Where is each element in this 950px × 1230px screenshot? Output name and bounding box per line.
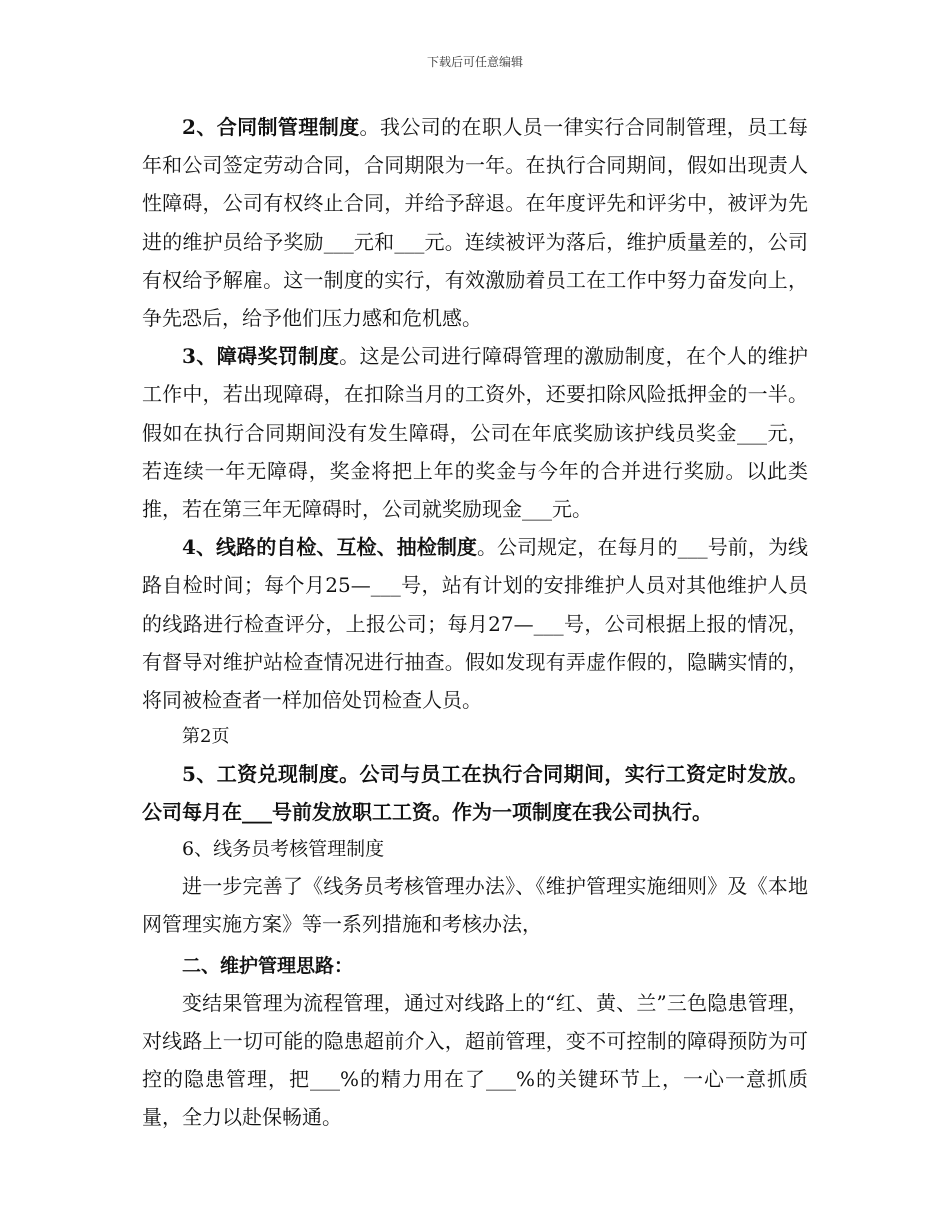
document-body [142, 108, 808, 1136]
paragraph-text: 。公司规定，在每月的___号前，为线路自检时间；每个月25—___号，站有计划的安排维护人员对其他维护人员的线路进行检查评分，上报公司；每月27—___号，公司根据上报的情况，有督导对维护站检查情况进行抽查。假如发现有弄虚作假的，隐瞒实情的，将同被检查者一样加倍处罚检查人员。 [142, 535, 809, 713]
page-number-marker: 第2页 [182, 726, 230, 748]
paragraph-title: 3、障碍奖罚制度 [182, 344, 340, 369]
paragraph-lineman-assessment-title: 6、线务员考核管理制度 [182, 838, 385, 861]
paragraph-lineman-assessment: 进一步完善了《线务员考核管理办法》、《维护管理实施细则》及《本地网管理实施方案》等一系列措施和考核办法， [142, 874, 808, 937]
paragraph-maintenance-approach: 变结果管理为流程管理，通过对线路上的“红、黄、兰”三色隐患管理，对线路上一切可能的隐患超前介入，超前管理，变不可控制的障碍预防为可控的隐患管理，把___%的精力用在了___%的关键环节上，一心一意抓质量，全力以赴保畅通。 [142, 990, 808, 1130]
paragraph-line-inspection [142, 528, 808, 719]
paragraph-salary-payment: 5、工资兑现制度。公司与员工在执行合同期间，实行工资定时发放。公司每月在___号前发放职工工资。作为一项制度在我公司执行。 [142, 762, 808, 825]
paragraph-fault-reward-penalty [142, 337, 808, 528]
paragraph-title: 2、合同制管理制度 [182, 115, 360, 139]
paragraph-text: 。我公司的在职人员一律实行合同制管理，员工每年和公司签定劳动合同，合同期限为一年。在执行合同期间，假如出现责人性障碍，公司有权终止合同，并给予辞退。在年度评先和评劣中，被评为先进的维护员给予奖励___元和___元。连续被评为落后，维护质量差的，公司有权给予解雇。这一制度的实行，有效激励着员工在工作中努力奋发向上，争先恐后，给予他们压力感和危机感。 [142, 115, 809, 331]
paragraph-title: 4、线路的自检、互检、抽检制度 [182, 535, 477, 560]
page-header: 下载后可任意编辑 [426, 55, 523, 69]
section-heading-maintenance-approach: 二、维护管理思路： [182, 954, 354, 977]
paragraph-contract-system [142, 108, 808, 337]
paragraph-text: 。这是公司进行障碍管理的激励制度，在个人的维护工作中，若出现障碍，在扣除当月的工资外，还要扣除风险抵押金的一半。假如在执行合同期间没有发生障碍，公司在年底奖励该护线员奖金___元，若连续一年无障碍，奖金将把上年的奖金与今年的合并进行奖励。以此类推，若在第三年无障碍时，公司就奖励现金___元。 [142, 344, 808, 522]
